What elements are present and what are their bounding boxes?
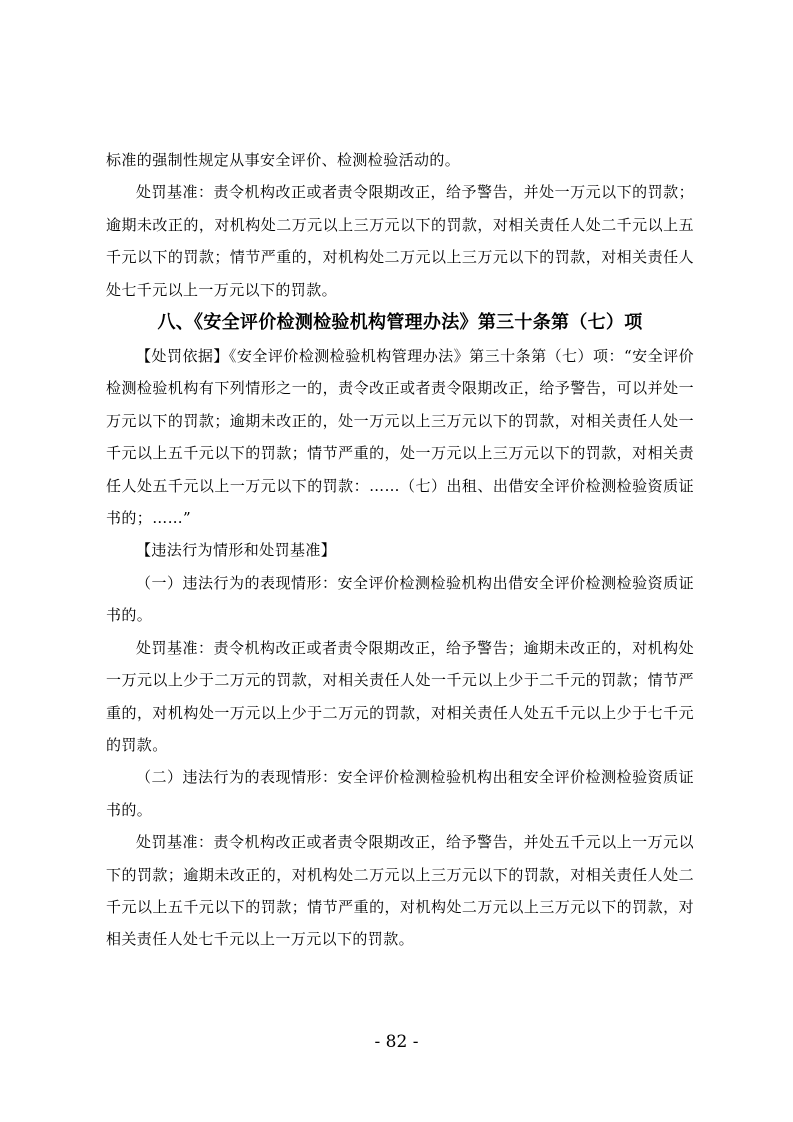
section-heading: 八、《安全评价检测检验机构管理办法》第三十条第（七）项 [157, 312, 643, 334]
paragraph-continuation: 标准的强制性规定从事安全评价、检测检验活动的。 [106, 151, 461, 169]
paragraph-subheading: 【违法行为情形和处罚基准】 [136, 541, 337, 560]
paragraph-penalty-basis: 【处罚依据】《安全评价检测检验机构管理办法》第三十条第（七）项：“安全评价检测检验机构有下列情形之一的，责令改正或者责令限期改正，给予警告，可以并处一万元以下的罚款；逾期未改正的，处一万元以上三万元以下的罚款，对相关责任人处一千元以上五千元以下的罚款；情节严重的，处一万元以上三万元以下的罚款，对相关责任人处五千元以上一万元以下的罚款：……（七）出租、出借安全评价检测检验资质证书的；……” [106, 347, 694, 528]
paragraph-case-two: （二）违法行为的表现情形：安全评价检测检验机构出租安全评价检测检验资质证书的。 [106, 768, 694, 819]
paragraph-case-one: （一）违法行为的表现情形：安全评价检测检验机构出借安全评价检测检验资质证书的。 [106, 573, 694, 625]
paragraph-case-two-penalty: 处罚基准：责令机构改正或者责令限期改正，给予警告，并处五千元以上一万元以下的罚款；逾期未改正的，对机构处二万元以上三万元以下的罚款，对相关责任人处二千元以上五千元以下的罚款；情节严重的，对机构处二万元以上三万元以下的罚款，对相关责任人处七千元以上一万元以下的罚款。 [106, 833, 694, 949]
paragraph-case-one-penalty: 处罚基准：责令机构改正或者责令限期改正，给予警告；逾期未改正的，对机构处一万元以上少于二万元的罚款，对相关责任人处一千元以上少于二千元的罚款；情节严重的，对机构处一万元以上少于二万元的罚款，对相关责任人处五千元以上少于七千元的罚款。 [106, 638, 694, 754]
document-body [106, 144, 694, 956]
page-number: - 82 - [374, 1032, 419, 1052]
paragraph-penalty-standard: 处罚基准：责令机构改正或者责令限期改正，给予警告，并处一万元以下的罚款；逾期未改正的，对机构处二万元以上三万元以下的罚款，对相关责任人处二千元以上五千元以下的罚款；情节严重的，对机构处二万元以上三万元以下的罚款，对相关责任人处七千元以上一万元以下的罚款。 [106, 183, 694, 299]
